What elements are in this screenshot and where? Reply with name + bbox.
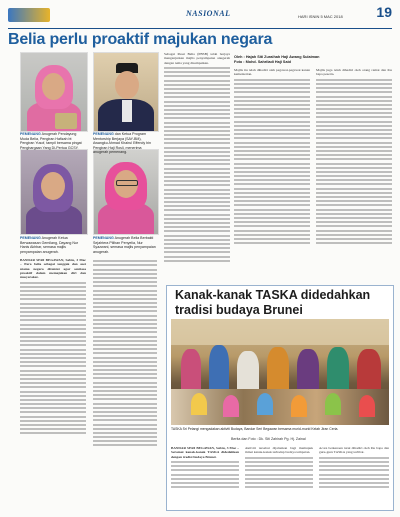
headline: Belia perlu proaktif majukan negara — [8, 31, 273, 48]
article-column-3 — [164, 52, 230, 264]
caption-2-text: dan Ketua Program Mentorship Berjaya (SAY-BM), Awangku Ahmad Khairul Effendy bin Pengiran Haji Rosli, menerima anugerah pemenang. — [93, 132, 152, 155]
taska-credit: Berita dan Foto : Dk. Siti Zahirah Pg. Hj. Zainal — [231, 437, 306, 441]
caption-2-lead: PEMENANG — [93, 132, 114, 136]
photo-hafizah — [20, 52, 88, 132]
byline-photographer: Foto : Mohd. Sahriladi Haji Said — [234, 60, 291, 64]
byline-writer: Oleh : Hajah Siti Zuraihah Haji Awang Sulaiman — [234, 55, 320, 59]
caption-2 — [93, 132, 157, 155]
taska-column-1 — [171, 446, 239, 490]
caption-4-text: Anugerah Belia Berbakti Sejahtera Pilihan Penyelia, Nur Syazwani, semasa majlis penyampaian anugerah. — [93, 236, 156, 254]
caption-1-lead: PEMENANG — [20, 132, 41, 136]
article-column-1 — [20, 258, 86, 437]
taska-photo-caption: TASKA Sri Pelangi mengadakan aktiviti Budaya, Bandar Seri Begawan bersama murid-murid Kelab Jiran Ceria. — [171, 427, 339, 431]
taska-lead: BANDAR SERI BEGAWAN, Sabtu, 3 Mac – Seramai kanak-kanak TASKA didedahkan dengan tradisi budaya Brunei. — [171, 446, 239, 459]
caption-3 — [20, 236, 86, 254]
article-col3-intro: Sebagai Pusat Belia (PBSB) telah berjaya menganjurkan majlis penyampaian anugerah dengan tema yang disampaikan. — [164, 52, 230, 65]
dateline: HARI ISNIN 5 MAC 2018 — [298, 14, 343, 19]
photo-nur-hanis — [20, 149, 88, 235]
taska-group-photo — [171, 319, 389, 425]
caption-1 — [20, 132, 86, 150]
page-header — [8, 6, 392, 29]
section-name: NASIONAL — [186, 9, 231, 18]
article-col4-intro: Majlis itu telah dihadiri oleh pegawai-pegawai kanan kementerian. — [234, 68, 310, 77]
caption-3-lead: PEMENANG — [20, 236, 41, 240]
caption-1-text: Anugerah Pendayung Muda Belia, Pengiran Hafizah bt Pengiran Yusof, tampil bersama pingat Penghargaan Yang Di-Pertua GCSY. — [20, 132, 82, 150]
photo-nur-syazwani — [93, 149, 159, 235]
photo-ahmad-khairul — [93, 52, 159, 132]
article-column-4 — [234, 68, 310, 246]
article-column-2 — [93, 258, 157, 449]
taska-column-3 — [319, 446, 389, 490]
taska-story-box — [166, 285, 394, 511]
pelita-brunei-logo — [8, 8, 50, 22]
caption-4 — [93, 236, 157, 254]
taska-col2-text: Aktiviti tersebut dijalankan bagi memupuk minat kanak-kanak terhadap budaya tempatan. — [245, 446, 313, 455]
taska-story-title: Kanak-kanak TASKA didedahkan tradisi budaya Brunei — [175, 288, 371, 317]
article-lead: BANDAR SERI BEGAWAN, Sabtu, 3 Mac – Para belia sebagai tonggak dan aset utama negara dituntut agar sentiasa proaktif dalam memajukan diri dan masyarakat. — [20, 258, 86, 280]
article-col5-intro: Majlis juga telah dihadiri oleh orang ramai dan ibu bapa peserta. — [316, 68, 392, 77]
article-column-5 — [316, 68, 392, 246]
byline — [234, 55, 392, 65]
caption-4-lead: PEMENANG — [93, 236, 114, 240]
taska-column-2 — [245, 446, 313, 490]
taska-col3-text: Acara berkenaan turut dihadiri oleh ibu bapa dan guru-guru TASKA yang terlibat. — [319, 446, 389, 455]
caption-3-text: Anugerah Ketua Berwawasan Gemilang, Dayang Nur Hanis Akhbar, semasa majlis penyampaian anugerah. — [20, 236, 79, 254]
page-number: 19 — [376, 4, 392, 20]
